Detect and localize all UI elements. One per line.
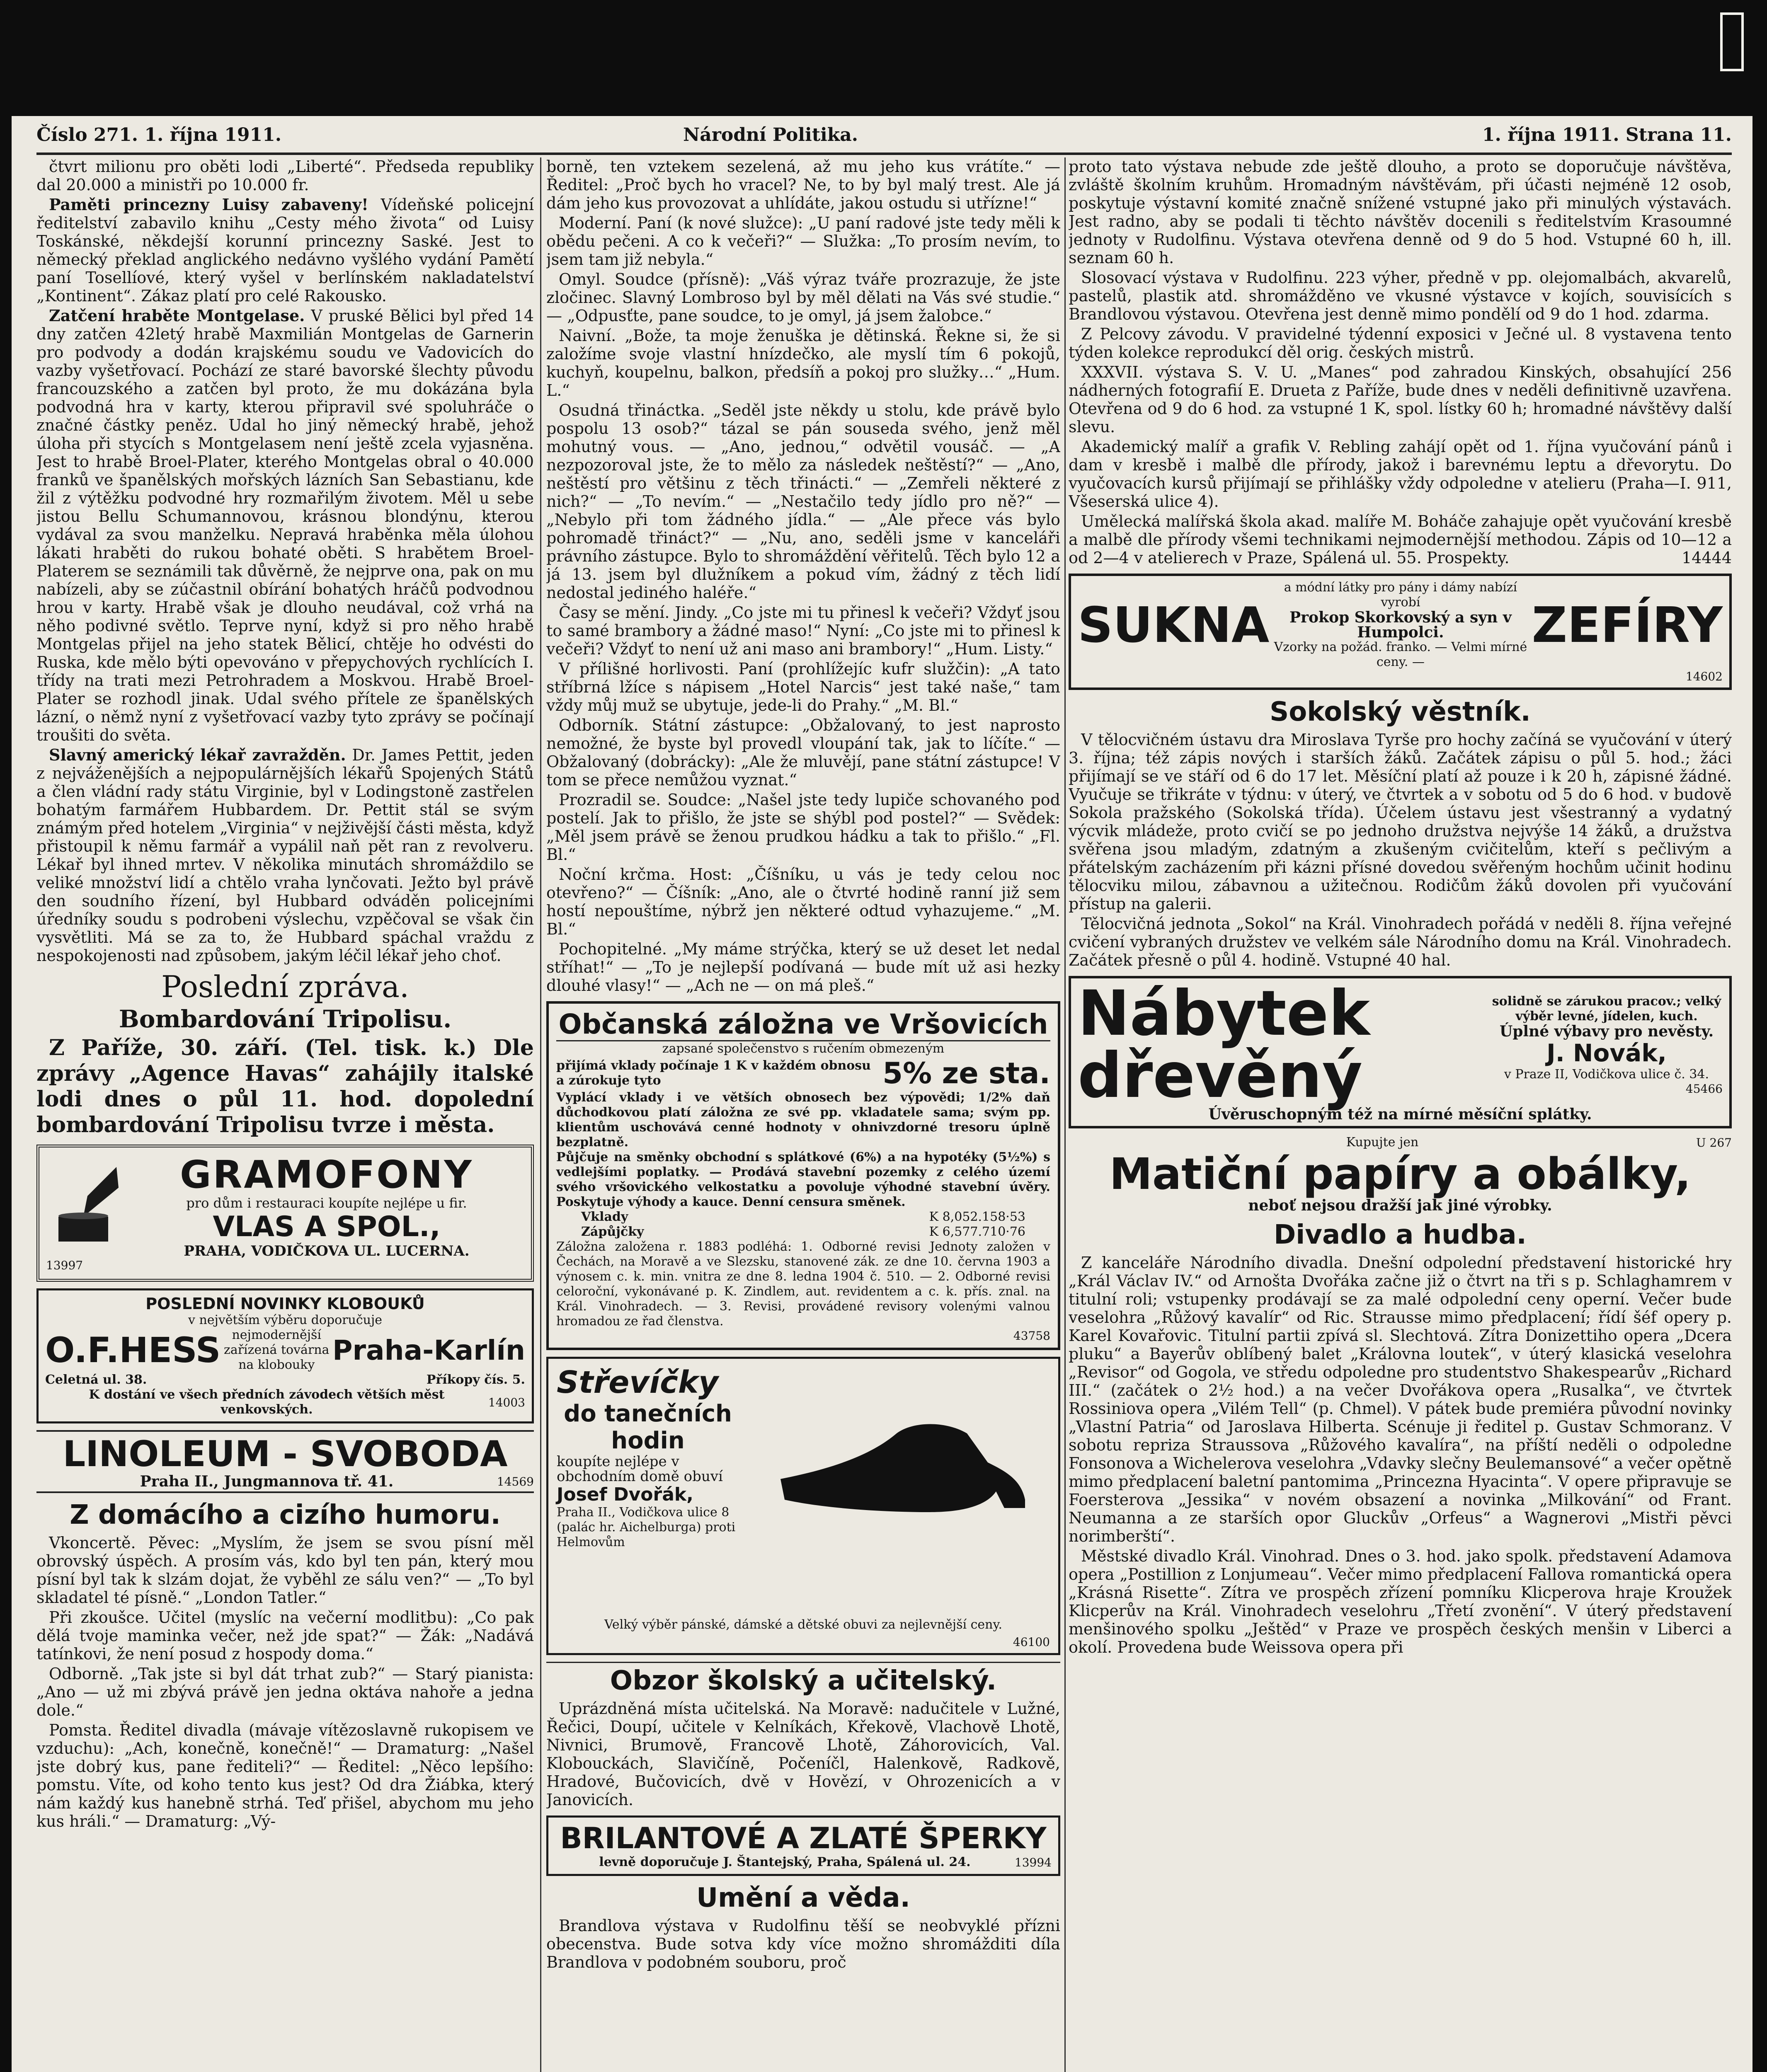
article-paragraph (36, 307, 534, 744)
latest-news-text: Z Paříže, 30. září. (Tel. tisk. k.) Dle zprávy „Agence Havas“ zahájily italské lodi dnes o půl 11. hod. dopolední bombardování Tripolisu tvrze i města. (36, 1035, 534, 1138)
ad-interest-rate: 5% ze sta. (882, 1056, 1050, 1090)
ad-title: Občanská záložna ve Vršovicích (556, 1009, 1050, 1041)
article-text: V pruské Bělici byl před 14 dny zatčen 42letý hrabě Maxmilián Montgelas de Garnerin pro podvody a dodán krajskému soudu ve Vadovicích do vazby vyšetřovací. Pochází ze staré bavorské šlechty původu francouzského a zatčen byl proto, že mu dokázána byla podvodná hra v karty, kterou připravil své spoluhráče o značné částky peněz. Udal ho jiný německý hrabě, jehož úloha při stycích s Montgelasem není ještě zcela vyjasněna. Jest to hrabě Broel-Plater, kterého Montgelas obral o 40.000 franků ve španělských mořských lázních San Sebastianu, kde žil z výtěžku podvodné hry rozmařilým životem. Měl u sebe jistou Bellu Schumannovou, krásnou blondýnu, kterou vydával za svou manželku. Nepravá hraběnka měla úlohou lákati hraběti do rukou bohaté oběti. S hrabětem Broel-Platerem se seznámili tak důvěrně, že nejprve ona, pak on mu nabízeli, aby se zúčastnil obírání bohatých hráčů podvodnou hrou v karty. Hrabě však je dlouho neudával, což vrhá na něho podivné světlo. Teprve nyní, když si pro něho hrabě Montgelas přijel na jeho statek Bělicí, chtěje ho odvésti do Ruska, kde mělo býti opevováno v přepychových rychlících I. třídy na trati mezi Petrohradem a Moskvou. Hrabě Broel-Plater se rozhodl jinak. Udal svého přítele ze španělských lázní, o němž nyní z vyšetřovací vazby tyto zprávy se počínají troušiti do světa. (36, 307, 534, 744)
column-divider (1064, 157, 1066, 2072)
ad-number: 45466 (1685, 1082, 1723, 1096)
ad-jewellery (546, 1815, 1060, 1876)
article-title: Paměti princezny Luisy zabaveny! (49, 195, 368, 214)
humor-item: Odborník. Státní zástupce: „Obžalovaný, to jest naprosto nemožné, že byste byl provedl vloupání tak, jak to líčíte.“ — Obžalovaný (dobrácky): „Ale že mluvějí, pane státní zástupce! V tom se přece nemůžou vyznat.“ (546, 716, 1060, 789)
ad-text: přijímá vklady počínaje 1 K v každém obnosu a zúrokuje tyto (556, 1058, 871, 1088)
ad-title: Nábytek (1078, 978, 1370, 1050)
ad-number: 14444 (1682, 549, 1732, 567)
latest-news-subheading: Bombardování Tripolisu. (119, 1005, 452, 1033)
ad-number: U 267 (1696, 1135, 1732, 1150)
header-issue: Číslo 271. 1. října 1911. (36, 124, 282, 145)
ad-text: zapsané společenstvo s ručením obmezeným (662, 1041, 945, 1056)
article-title: Slavný americký lékař zavražděn. (49, 746, 346, 764)
ad-text: Kupujte jen (1346, 1135, 1419, 1150)
ad-firm: Josef Dvořák, (557, 1484, 693, 1505)
humor-item: Noční krčma. Host: „Číšníku, u vás je tedy celou noc otevřeno?“ — Číšník: „Ano, ale o čtvrté hodině ranní již sem hostí nepouštíme, nýbrž jen některé odtud vyhazujeme.“ „M. Bl.“ (546, 865, 1060, 938)
ad-number: 46100 (1013, 1635, 1050, 1649)
ad-text: Velký výběr pánské, dámské a dětské obuvi za nejlevnější ceny. (604, 1617, 1002, 1632)
theatre-text: Městské divadlo Král. Vinohrad. Dnes o 3. hod. jako spolk. představení Adamova opera „Postillion z Lonjumeau“. Večer mimo předplacení Fallova romantická opera „Krásná Risette“. Zítra ve prospěch zřízení pomníku Klicperova hraje Kroužek Klicperův na Král. Vinohradech veselohru „Třetí zvonění“. V úterý představení menšinového spolku „Ještěd“ v Praze ve prospěch českých menšin v Liberci a okolí. Provedena bude Weissova opera při (1069, 1547, 1732, 1656)
arts-text: Akademický malíř a grafik V. Rebling zahájí opět od 1. října vyučování pánů i dam v kresbě i malbě dle přírody, jakož i barevnému leptu a dřevorytu. Do vyučovacích kursů přijímají se přihlášky vždy odpoledne v atelieru (Praha—I. 911, Všeserská ulice 4). (1069, 438, 1732, 511)
shoe-icon (772, 1409, 1037, 1533)
humor-item: Při zkoušce. Učitel (myslíc na večerní modlitbu): „Co pak dělá tvoje maminka večer, než jde spat?“ — Žák: „Nadává tatínkovi, že není posud z hospody doma.“ (36, 1608, 534, 1663)
article-paragraph (36, 196, 534, 305)
sokol-text: Tělocvičná jednota „Sokol“ na Král. Vinohradech pořádá v neděli 8. října veřejné cvičení vybraných družstev ve velkém sále Národního domu na Král. Vinohradech. Začátek přesně o půl 4. hodině. Vstupné 40 hal. (1069, 915, 1732, 969)
ad-number: 14602 (1685, 670, 1723, 683)
humor-item: borně, ten vztekem sezelená, až mu jeho kus vrátíte.“ — Ředitel: „Proč bych ho vracel? Ne, to by byl malý trest. Ale já dám jeho kus provozovat a uhlídáte, jakou ostudu si utřízne!“ (546, 157, 1060, 212)
header-date-page: 1. října 1911. Strana 11. (1482, 124, 1732, 145)
ad-title: ZEFÍRY (1532, 596, 1723, 654)
ad-text: levně doporučuje J. Štantejský, Praha, Spálená ul. 24. (599, 1855, 971, 1869)
ad-text: Vyplácí vklady i ve větších obnosech bez výpovědi; 1/2% daň důchodkovou platí záložna ze své pp. vkladatele sama; svým pp. klientům uschovává cenné hodnoty v ohnivzdorné tresoru úplně bezplatně. (556, 1090, 1050, 1150)
arts-text: Slosovací výstava v Rudolfinu. 223 výher, předně v pp. olejomalbách, akvarelů, pastelů, plastik atd. shromážděno ve vkusné výstavce v kojích, souvisících s Brandlovou výstavou. Otevřena jest denně mimo pondělí od 9 do 1 hod. zdarma. (1069, 269, 1732, 323)
ad-firm: J. Novák, (1546, 1038, 1667, 1067)
article-text: Vídeňské policejní ředitelství zabavilo knihu „Cesty mého života“ od Luisy Toskánské, někdejší korunní princezny Saské. Jest to německý překlad anglického nedávno vyšlého vydání Pamětí paní Tosellíové, který vyšel v berlínském nakladatelství „Kontinent“. Zákaz platí pro celé Rakousko. (36, 196, 534, 305)
ad-label: Zápůjčky (581, 1225, 644, 1239)
ad-text: a módní látky pro pány i dámy nabízí vyrobí (1284, 580, 1517, 610)
ad-title: dřevěný (1078, 1040, 1363, 1112)
ad-title: BRILANTOVÉ A ZLATÉ ŠPERKY (560, 1821, 1047, 1855)
arts-text (1069, 512, 1732, 567)
ad-title: GRAMOFONY (180, 1152, 473, 1197)
ad-firm: Prokop Skorkovský a syn v Humpolci. (1289, 609, 1512, 641)
theatre-heading: Divadlo a hudba. (1274, 1220, 1527, 1250)
ad-text: nejmodernější zařízená továrna na klobouky (224, 1328, 330, 1372)
ad-text: Záložna založena r. 1883 podléhá: 1. Odborné revisi Jednoty založen v Čechách, na Moravě a ve Slezsku, stanovené zák. ze dne 10. června 1903 a výnosem c. k. min. vnitra ze dne 8. ledna 1904 č. 510. — 2. Odborné revisi celoroční, vykonávané p. K. Zindlem, aut. revidentem a c. k. přís. znal. na Král. Vinohradech. — 3. Revisi, provádené revisory volenými valnou hromadou ze řad členstva. (556, 1239, 1050, 1329)
column-1 (36, 157, 534, 2072)
humor-item: Časy se mění. Jindy. „Co jste mi tu přinesl k večeři? Vždyť jsou to samé brambory a žádné maso!“ Nyní: „Co jste mi to přinesl k večeři? Vždyť to není už ani maso ani brambory!“ „Hum. Listy.“ (546, 603, 1060, 658)
ad-title: Střevíčky (557, 1365, 719, 1400)
arts-text: Brandlova výstava v Rudolfinu těší se neobvyklé přízni obecenstva. Bude sotva kdy více možno shromážditi díla Brandlova v podobném souboru, proč (546, 1917, 1060, 1971)
ad-text: solidně se zárukou pracov.; velký výběr levné, jídelen, kuch. (1492, 994, 1721, 1024)
ad-stationery (1069, 1135, 1732, 1213)
article-paragraph: čtvrt milionu pro oběti lodi „Liberté“. Předseda republiky dal 20.000 a ministři po 10.000 fr. (36, 157, 534, 194)
scan-registration-mark (1720, 12, 1744, 71)
humor-item: Pomsta. Ředitel divadla (mávaje vítězoslavně rukopisem ve vzduchu): „Ach, konečně, konečně!“ — Dramaturg: „Našel jste dobrý kus, pane řediteli?“ — Ředitel: „Něco lepšího: pomstu. Víte, od koho tento kus jest? Od dra Žiábka, který nám každý kus hanebně strhá. Teď přišel, abychom mu jeho kus hráli.“ — Dramaturg: „Vý- (36, 1721, 534, 1830)
ad-text: koupíte nejlépe v obchodním domě obuví (557, 1453, 723, 1485)
ad-value: K 8,052.158·53 (929, 1210, 1025, 1224)
header-masthead: Národní Politika. (683, 124, 858, 145)
page-header (36, 124, 1732, 149)
school-heading: Obzor školský a učitelský. (546, 1662, 1060, 1696)
sokol-heading: Sokolský věstník. (1270, 697, 1531, 727)
ad-linoleum (36, 1430, 534, 1493)
ad-number: 14569 (497, 1474, 534, 1489)
ad-address: Praha II., Jungmannova tř. 41. (140, 1473, 394, 1490)
theatre-text: Z kanceláře Národního divadla. Dnešní odpolední představení historické hry „Král Václav IV.“ od Arnošta Dvořáka začne již o čtvrt na tři s p. Schlaghamrem v titulní roli; vstupenky prodávají se za malé odpolední ceny operní. Večer bude veselohra „Růžový kavalír“ od Ric. Strausse mimo předplacení; řídí šéf opery p. Karel Kovařovic. Titulní partii zpívá sl. Slechtová. Zítra Donizettiho opera „Dcera pluku“ a Bayerův oblíbený balet „Královna loutek“, v úterý klasická veselohra „Revisor“ od Gogola, ve středu odpoledne pro studentstvo Shakespearův „Richard III.“ (začátek o 2½ hod.) a na večer Dvořákova opera „Rusalka“, ve čtvrtek Rossiniova opera „Vilém Tell“ (p. Chmel). V pátek bude premiéra původní novinky „Vlastní Patria“ od Jaroslava Hilberta. Scénuje ji ředitel p. Gustav Schmoranz. V sobotu repriza Straussova „Růžového kavalíra“, na příští neděli o odpoledne Fonsonova a Wichelerova veselohra „Vdavky slečny Beulemansové“ a večer opětně mimo předplacení baletní pantomima „Princezna Hyacinta“. V opere připravuje se Foersterova „Jessika“ v novém obsazení a novinka „Milkování“ od Frant. Neumanna a ze starších opor Gluckův „Orfeus“ a Wagnerovi „Mistři pěvci norimberští“. (1069, 1254, 1732, 1545)
ad-text: pro dům i restauraci koupíte nejlépe u fir. (186, 1195, 467, 1211)
ad-text: v největším výběru doporučuje (188, 1313, 383, 1327)
sokol-text: V tělocvičném ústavu dra Miroslava Tyrše pro hochy začíná se vyučování v úterý 3. října; též zápis nových i starších žáků. Začátek zápisu o půl 5. hod.; žáci přijímají se ve stáří od 6 do 17 let. Měsíční platí až pouze i k 20 h, zápisné žádné. Vyučuje se třikráte v týdnu: v úterý, ve čtvrtek a v sobotu od 5 do 6 hod. v budově Sokola pražského (Sokolská třída). Účelem ústavu jest všestranný a vydatný výcvik mládeže, proto cvičí se po jednoho družstva nejvýše 14 žáků, a družstva svěřena jsou mladým, zdatným a zkušeným cvičitelům, kteří s pečlivým a přátelským zacházením při kázni přísné dovedou svěřeným hochům učinit hodinu tělocviku milou, zábavnou a užitečnou. Rodičům žáků dovolen při vyučování přístup na galerii. (1069, 731, 1732, 913)
ad-hats (36, 1288, 534, 1423)
ad-text: Půjčuje na směnky obchodní s splátkové (6%) a na hypotéky (5½%) s vedlejšími poplatky. — Prodává stavební pozemky z celého území svého vršovického velkostatku a povoluje výhodné stavební úvěry. Poskytuje výhody a kauce. Denní censura směnek. (556, 1150, 1050, 1209)
ad-address: PRAHA, VODIČKOVA UL. LUCERNA. (184, 1243, 470, 1259)
column-2 (546, 157, 1060, 2072)
ad-address: v Praze II, Vodičkova ulice č. 34. (1504, 1067, 1709, 1082)
ad-shoes (546, 1357, 1060, 1655)
ad-address: Příkopy čís. 5. (426, 1372, 525, 1387)
school-text: Uprázdněná místa učitelská. Na Moravě: nadučitele v Lužné, Řečici, Doupí, učitele v Kelníkách, Křekově, Vlachově Lhotě, Nivnici, Brumově, Francově Lhotě, Záhorovicích, Val. Klobouckách, Slavičíně, Počeníčl, Halenkově, Radkově, Hradové, Bučovicích, dvě v Hovězí, v Ohrozenicích a v Janovicích. (546, 1699, 1060, 1809)
ad-text: K dostání ve všech předních závodech větších měst venkovských. (89, 1387, 445, 1417)
arts-text: Z Pelcovy závodu. V pravidelné týdenní exposici v Ječné ul. 8 vystavena tento týden kolekce reprodukcí děl orig. českých mistrů. (1069, 325, 1732, 361)
ad-text: Úvěruschopným též na mírné měsíční splátky. (1208, 1106, 1592, 1123)
column-divider (540, 157, 541, 2072)
header-rule (36, 152, 1732, 155)
ad-firm: VLAS A SPOL., (213, 1210, 441, 1243)
ad-title: LINOLEUM - SVOBODA (63, 1433, 508, 1475)
humor-item: Prozradil se. Soudce: „Našel jste tedy lupiče schovaného pod postelí. Jak to přišlo, že jste se shýbl pod postel?“ — Svědek: „Měl jsem právě se ženou prudkou hádku a tak to přišlo.“ „Fl. Bl.“ (546, 791, 1060, 864)
ad-number: 43758 (1013, 1329, 1050, 1343)
humor-item: V přílišné horlivosti. Paní (prohlížejíc kufr služčin): „A tato stříbrná lžíce s nápisem „Hotel Narcis“ jest také naše,“ tam vždy můj muž se ubytuje, jede-li do Prahy.“ „M. Bl.“ (546, 660, 1060, 714)
humor-item: Odborně. „Tak jste si byl dát trhat zub?“ — Starý pianista: „Ano — už mi zbývá právě jen jedna oktáva nahoře a jedna dole.“ (36, 1665, 534, 1719)
ad-address: Praha II., Vodičkova ulice 8 (palác hr. Aichelburga) proti Helmovům (557, 1505, 736, 1549)
ad-furniture (1069, 976, 1732, 1128)
ad-number: 13997 (46, 1259, 83, 1272)
ad-savings-bank (546, 1001, 1060, 1350)
humor-item: Omyl. Soudce (přísně): „Váš výraz tváře prozrazuje, že jste zločinec. Slavný Lombroso byl by měl dělati na Vás své studie.“ — „Odpusťte, pane soudce, to je omyl, já jsem žalobce.“ (546, 270, 1060, 325)
humor-item: Vkoncertě. Pěvec: „Myslím, že jsem se svou písní měl obrovský úspěch. A prosím vás, kdo byl ten pán, který mou písní byl tak k slzám dojat, že vyběhl ze sálu ven?“ — „To byl skladatel té písně.“ „London Tatler.“ (36, 1534, 534, 1607)
column-3 (1069, 157, 1732, 2072)
humor-item: Osudná třináctka. „Seděl jste někdy u stolu, kde právě bylo pospolu 13 osob?“ tázal se pán souseda svého, jenž měl mohutný vous. — „Ano, jednou,“ odvětil vousáč. — „A nezpozoroval jste, že to mělo za následek neštěstí?“ — „Ano, neštěstí pro většinu z těch třinácti.“ — „Zemřeli některé z nich?“ — „To nevím.“ — „Nestačilo tedy jídlo pro ně?“ — „Nebylo při tom žádného jídla.“ — „Ale přece vás bylo pohromadě třináct?“ — „Nu, ano, seděli jsme v kanceláři právního zástupce. Bylo to shromáždění věřitelů. Těch bylo 12 a já 13. jsem byl dlužníkem a pokud vím, žádný z těch lidí nedostal jediného haléře.“ (546, 401, 1060, 602)
humor-item: Naivní. „Bože, ta moje ženuška je dětinská. Řekne si, že si založíme svoje vlastní hnízdečko, ale myslí tím 6 pokojů, kuchyň, koupelnu, balkon, předsíň a pokoj pro služky…“ „Hum. L.“ (546, 327, 1060, 399)
article-title: Zatčení hraběte Montgelase. (49, 306, 305, 325)
newspaper-page (12, 116, 1752, 2072)
arts-text: proto tato výstava nebude zde ještě dlouho, a proto se doporučuje návštěva, zvláště školním kruhům. Hromadným návštěvám, při účasti nejméně 12 osob, poskytuje výstavní komité značně snížené vstupné jako při minulých výstavách. Jest radno, aby se podali ti těchto návštěv docenili s ředitelstvím Krasoumné jednoty v Rudolfinu. Výstava otevřena denně od 9 do 5 hod. Vstupné 60 h, ill. seznam 60 h. (1069, 157, 1732, 267)
ad-address: Celetná ul. 38. (45, 1372, 147, 1387)
ad-subtitle: do tanečních hodin (564, 1400, 732, 1454)
ad-cloth (1069, 574, 1732, 690)
humor-item: Pochopitelné. „My máme strýčka, který se už deset let nedal stříhat!“ — „To je nejlepší podívaná — bude mít už asi hezky dlouhé vlasy!“ — „Ach ne — on má pleš.“ (546, 940, 1060, 995)
ad-text: neboť nejsou dražší jak jiné výrobky. (1248, 1197, 1552, 1214)
ad-text: Úplné výbavy pro nevěsty. (1499, 1022, 1714, 1040)
ad-city: Praha-Karlín (332, 1334, 525, 1366)
ad-firm: O.F.HESS (45, 1330, 221, 1370)
ad-text: Vzorky na požád. franko. — Velmi mírné ceny. — (1274, 640, 1527, 669)
ad-title: POSLEDNÍ NOVINKY KLOBOUKŮ (145, 1295, 425, 1313)
arts-text-body: Umělecká malířská škola akad. malíře M. Boháče zahajuje opět vyučování kresbě a malbě dle přírody všemi technikami nejmodernější methodou. Zápis od 10—12 a od 2—4 v atelierech v Praze, Spálená ul. 55. Prospekty. (1069, 512, 1732, 567)
ad-title: SUKNA (1078, 596, 1270, 654)
article-paragraph (36, 746, 534, 965)
humor-heading: Z domácího a cizího humoru. (70, 1500, 501, 1530)
ad-value: K 6,577.710·76 (929, 1225, 1025, 1239)
arts-text: XXXVII. výstava S. V. U. „Manes“ pod zahradou Kinských, obsahující 256 nádherných fotografií E. Drueta z Paříže, bude dnes v neděli definitivně uzavřena. Otevřena od 9 do 6 hod. za vstupné 1 K, spol. lístky 60 h; hromadné návštěvy další slevu. (1069, 363, 1732, 436)
ad-number: 13994 (1014, 1855, 1052, 1869)
ad-number: 14003 (488, 1395, 525, 1409)
latest-news-heading: Poslední zpráva. (161, 969, 409, 1004)
arts-heading: Umění a věda. (696, 1883, 910, 1913)
ad-gramophones (36, 1145, 534, 1282)
article-text: Dr. James Pettit, jeden z nejváženějších a nejpopulárnějších lékařů Spojených Států a člen vládní rady státu Virginie, byl v Lodingstoně zastřelen bohatým farmářem Hubbardem. Dr. Pettit stál se svým známým před hotelem „Virginia“ v nejživější části města, když přistoupil k němu farmář a vypálil naň pět ran z revolveru. Lékař byl ihned mrtev. V několika minutách shromáždilo se veliké množství lidí a chtělo vraha lynčovati. Ježto byl právě den soudního řízení, byl Hubbard odváděn policejními úředníky soudu s podrobeni výslechu, vzpěčoval se však čin vysvětliti. Má se za to, že Hubbard spáchal vraždu z nespokojenosti nad způsobem, jakým léčil lékař jeho choť. (36, 746, 534, 965)
ad-title: Matiční papíry a obálky, (1109, 1149, 1691, 1199)
humor-item: Moderní. Paní (k nové služce): „U paní radové jste tedy měli k obědu pečeni. A co k večeři?“ — Služka: „To prosím nevím, to jsem tam již nebyla.“ (546, 214, 1060, 269)
ad-label: Vklady (581, 1210, 628, 1224)
gramophone-icon (46, 1163, 121, 1250)
